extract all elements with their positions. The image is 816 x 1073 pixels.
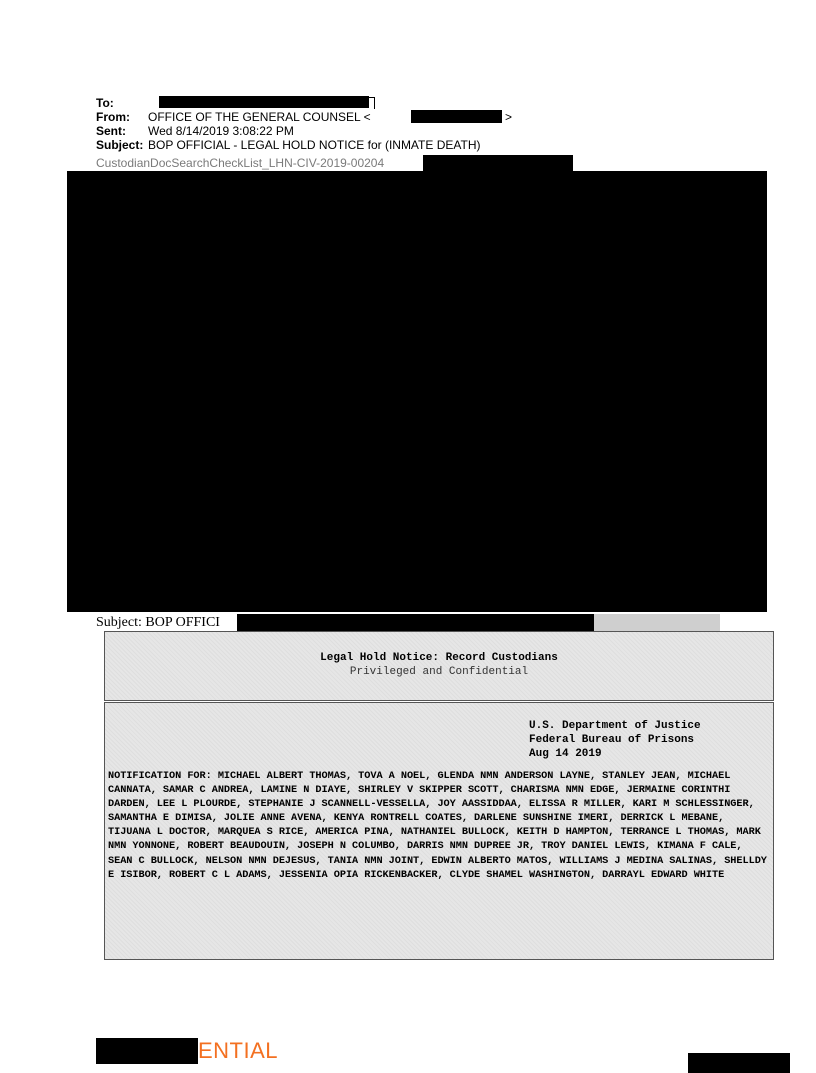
footer-redaction-right: [688, 1053, 790, 1073]
notice-date: Aug 14 2019: [529, 748, 602, 760]
to-bracket: [369, 97, 375, 109]
body-redaction: [67, 171, 767, 612]
notice-body-panel: [104, 702, 774, 960]
agency-block: [529, 719, 701, 761]
notice-title: Legal Hold Notice: Record Custodians: [320, 652, 558, 664]
notice-header-panel: [104, 631, 774, 701]
attachment-redaction: [423, 155, 573, 172]
to-redaction: [159, 96, 369, 108]
from-label: From:: [96, 110, 130, 124]
from-row: [96, 111, 371, 124]
subject-value: BOP OFFICIAL - LEGAL HOLD NOTICE for (INMATE DEATH): [148, 138, 481, 152]
from-name: OFFICE OF THE GENERAL COUNSEL <: [148, 110, 371, 124]
sent-label: Sent:: [96, 124, 126, 138]
notice-subtitle: Privileged and Confidential: [349, 666, 529, 678]
to-label: To:: [96, 96, 114, 110]
message-subject-redaction: [237, 614, 594, 632]
agency-bureau: Federal Bureau of Prisons: [529, 734, 695, 746]
to-row: [96, 97, 148, 110]
subject-label: Subject:: [96, 138, 144, 152]
subject-row: [96, 139, 481, 152]
from-email-redaction: [411, 110, 502, 123]
footer-redaction-left: [96, 1038, 198, 1064]
attachment-name: CustodianDocSearchCheckList_LHN-CIV-2019-00204: [96, 156, 385, 170]
from-end: >: [505, 110, 513, 124]
agency-department: U.S. Department of Justice: [529, 720, 701, 732]
notification-recipients: NOTIFICATION FOR: MICHAEL ALBERT THOMAS, TOVA A NOEL, GLENDA NMN ANDERSON LAYNE, STANLEY JEAN, MICHAEL CANNATA, SAMAR C ANDREA, LAMINE N DIAYE, SHIRLEY V SKIPPER SCOTT, CHARISMA NMN EDGE, JERMAINE CORINTHI DARDEN, LEE L PLOURDE, STEPHANIE J SCANNELL-VESSELLA, JOY AASSIDDAA, ELISSA R MILLER, KARI M SCHLESSINGER, SAMANTHA E DIMISA, JOLIE ANNE AVENA, KENYA RONTRELL COATES, DARLENE SUNSHINE IMERI, DERRICK L MEBANE, TIJUANA L DOCTOR, MARQUEA S RICE, AMERICA PINA, NATHANIEL BULLOCK, KEITH D HAMPTON, TERRANCE L THOMAS, MARK NMN YONNONE, ROBERT BEAUDOUIN, JOSEPH N COLUMBO, DARRIS NMN DUPREE JR, TROY DANIEL LEWIS, KIMANA F CALE, SEAN C BULLOCK, NELSON NMN DEJESUS, TANIA NMN JOINT, EDWIN ALBERTO MATOS, WILLIAMS J MEDINA SALINAS, SHELLDY E ISIBOR, ROBERT C L ADAMS, JESSENIA OPIA RICKENBACKER, CLYDE SHAMEL WASHINGTON, DARRAYL EDWARD WHITE: [108, 770, 767, 881]
sent-row: [96, 125, 294, 138]
sent-value: Wed 8/14/2019 3:08:22 PM: [148, 124, 294, 138]
confidential-mark: ENTIAL: [198, 1038, 279, 1063]
message-subject-text: Subject: BOP OFFICI: [96, 615, 220, 630]
